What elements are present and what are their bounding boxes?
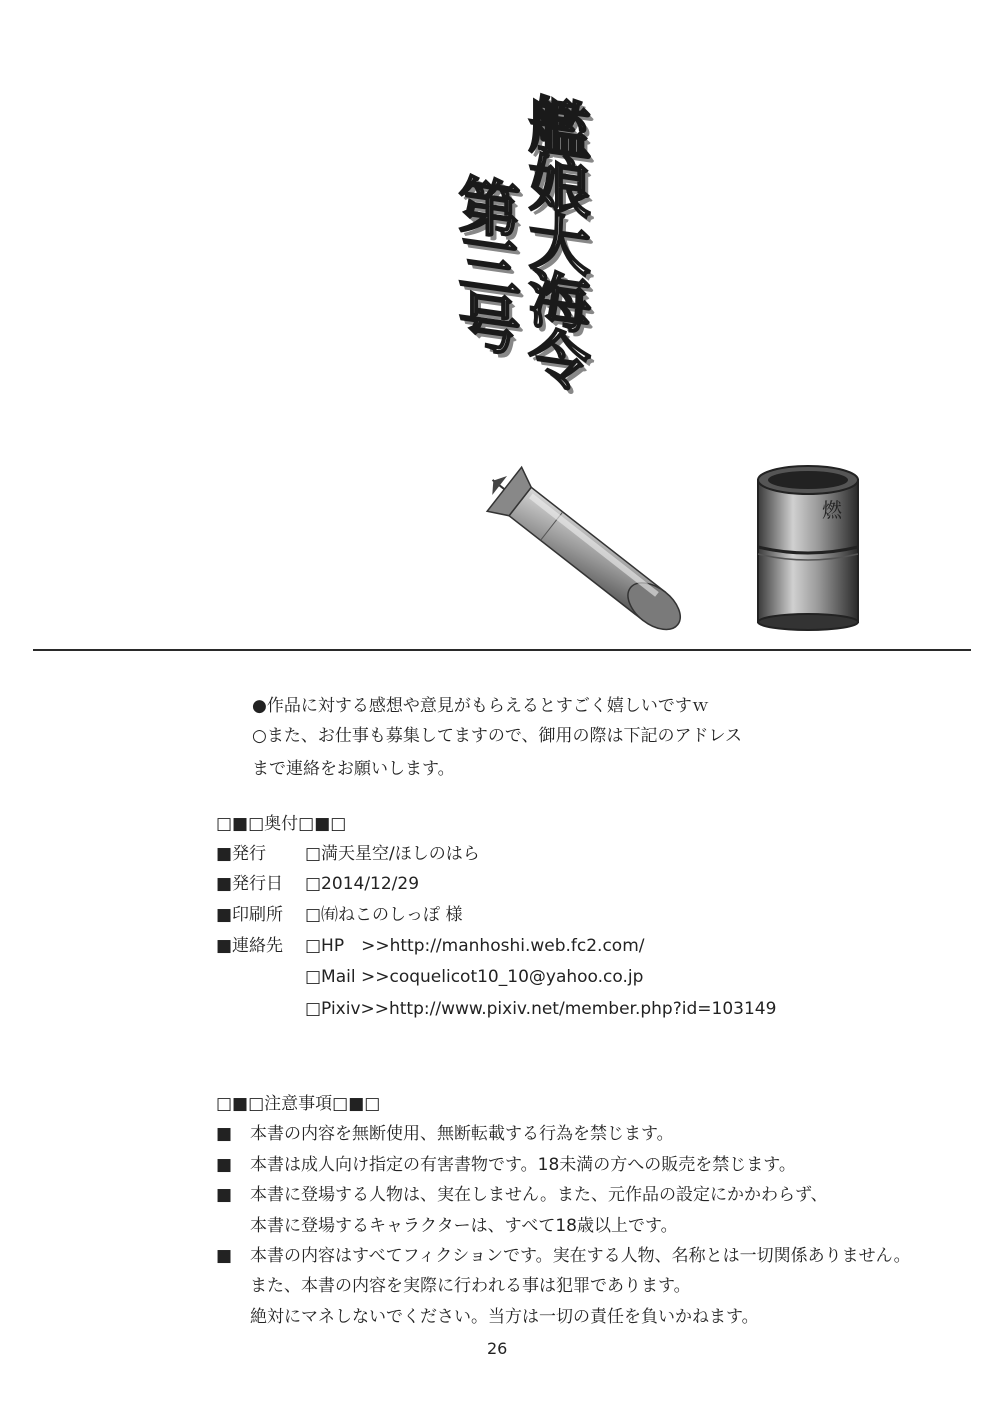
colophon-value-printer: □㈲ねこのしっぽ 様 (305, 905, 463, 925)
colophon-value-publisher: □満天星空/ほしのはら (305, 844, 480, 864)
fuel-drum-illustration (750, 462, 865, 632)
message-line-3: まで連絡をお願いします。 (252, 759, 455, 779)
title-sub: 第三号 (448, 169, 521, 355)
colophon-value-pixiv: □Pixiv>>http://www.pixiv.net/member.php?id=103149 (305, 999, 777, 1019)
notices-heading: □■□注意事項□■□ (216, 1094, 381, 1114)
title-main: 艦娘大海令 (518, 89, 591, 391)
colophon-value-date: □2014/12/29 (305, 874, 420, 894)
notice-item: 絶対にマネしないでください。当方は一切の責任を負いかねます。 (250, 1307, 759, 1327)
colophon-label-printer: ■印刷所 (216, 905, 284, 925)
colophon-value-hp: □HP >>http://manhoshi.web.fc2.com/ (305, 936, 645, 956)
message-line-1: ●作品に対する感想や意見がもらえるとすごく嬉しいですｗ (252, 696, 709, 716)
colophon-label-publisher: ■発行 (216, 844, 267, 864)
colophon-label-date: ■発行日 (216, 874, 284, 894)
notice-item: 本書に登場するキャラクターは、すべて18歳以上です。 (250, 1216, 678, 1236)
colophon-value-mail: □Mail >>coquelicot10_10@yahoo.co.jp (305, 967, 644, 987)
notice-item: 本書は成人向け指定の有害書物です。18未満の方への販売を禁じます。 (250, 1155, 796, 1175)
title-block (425, 89, 591, 405)
divider-line (33, 649, 971, 651)
notice-item: 本書に登場する人物は、実在しません。また、元作品の設定にかかわらず、 (250, 1185, 828, 1205)
colophon-label-contact: ■連絡先 (216, 936, 284, 956)
notice-bullet: ■ (216, 1246, 233, 1266)
notice-bullet: ■ (216, 1185, 233, 1205)
colophon-heading: □■□奥付□■□ (216, 814, 347, 834)
notice-item: 本書の内容を無断使用、無断転載する行為を禁じます。 (250, 1124, 674, 1144)
page-number: 26 (487, 1339, 508, 1358)
message-line-2: ○また、お仕事も募集してますので、御用の際は下記のアドレス (252, 726, 742, 746)
torpedo-illustration (480, 460, 710, 660)
notice-bullet: ■ (216, 1124, 233, 1144)
notice-item: 本書の内容はすべてフィクションです。実在する人物、名称とは一切関係ありません。 (250, 1246, 911, 1266)
notice-bullet: ■ (216, 1155, 233, 1175)
drum-label: 燃 (822, 498, 842, 522)
notice-item: また、本書の内容を実際に行われる事は犯罪であります。 (250, 1276, 691, 1296)
